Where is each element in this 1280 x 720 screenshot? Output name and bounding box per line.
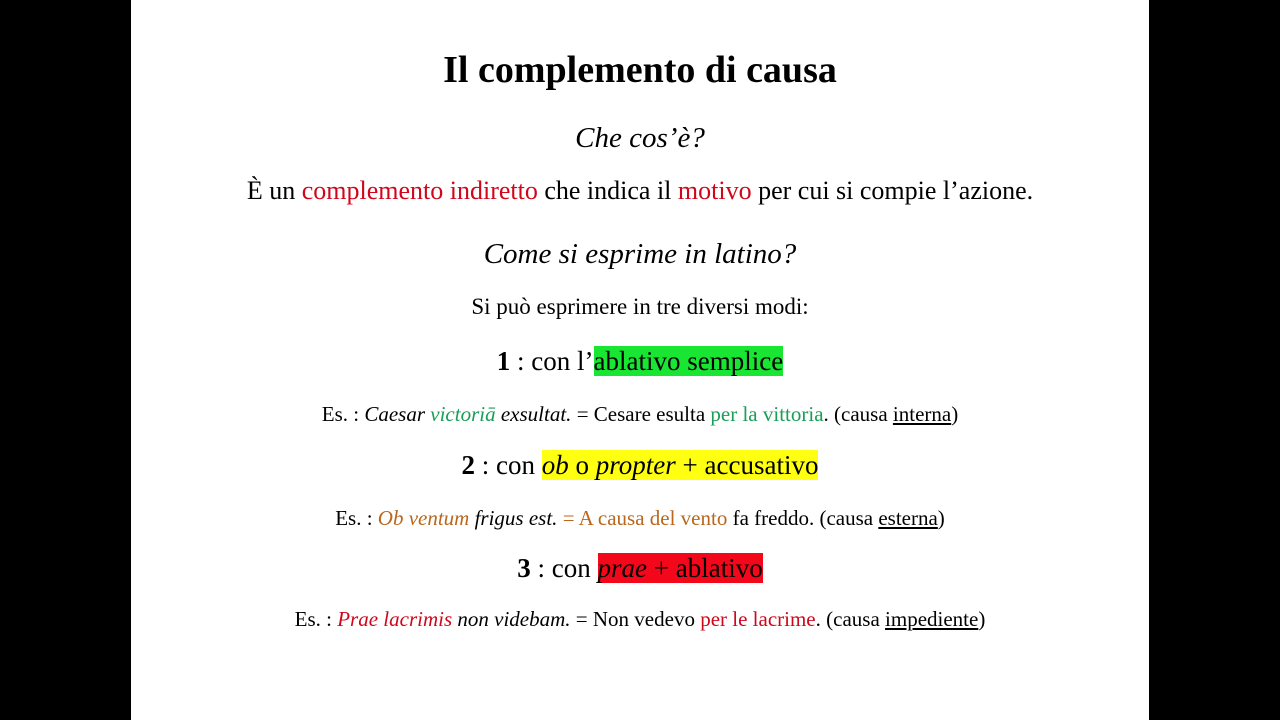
example-translation-highlight: per la vittoria — [710, 402, 824, 426]
example-latin-highlight: Ob ventum — [377, 506, 470, 530]
example-3 — [131, 607, 1149, 632]
example-latin: exsultat. — [495, 402, 572, 426]
method-2 — [131, 450, 1149, 481]
method-preposition: prae — [597, 553, 648, 583]
method-highlight: ablativo semplice — [593, 346, 784, 376]
question-what: Che cos’è? — [575, 122, 705, 154]
example-latin: Caesar — [364, 402, 431, 426]
method-preposition: ob — [541, 450, 569, 480]
example-text: . (causa — [823, 402, 893, 426]
example-translation: = Cesare esulta — [571, 402, 711, 426]
method-text: : con — [475, 450, 542, 480]
example-prefix: Es. : — [294, 607, 338, 631]
method-text: + ablativo — [647, 553, 763, 583]
definition-text: per cui si compie l’azione. — [751, 176, 1034, 205]
method-highlight — [598, 553, 763, 583]
method-number: 3 — [517, 553, 531, 583]
example-prefix: Es. : — [335, 506, 378, 530]
definition — [131, 176, 1149, 206]
example-translation: = — [557, 506, 579, 530]
definition-term: complemento indiretto — [301, 176, 538, 205]
example-translation-highlight: per le lacrime — [700, 607, 816, 631]
method-number: 2 — [461, 450, 476, 480]
slide-title: Il complemento di causa — [443, 49, 837, 91]
slide — [131, 0, 1149, 720]
method-number: 1 — [496, 346, 511, 376]
intro-text: Si può esprimere in tre diversi modi: — [471, 294, 809, 319]
definition-text: che indica il — [537, 176, 678, 205]
example-text: ) — [937, 506, 945, 530]
example-latin: frigus est. — [469, 506, 558, 530]
definition-keyword: motivo — [677, 176, 752, 205]
method-3 — [131, 553, 1149, 584]
example-text: ) — [978, 607, 986, 631]
example-cause-type: interna — [892, 402, 952, 426]
example-latin-highlight: victoriā — [430, 402, 496, 426]
question-how: Come si esprime in latino? — [483, 238, 797, 270]
example-text: fa freddo. (causa — [727, 506, 879, 530]
example-translation-highlight: A causa del vento — [578, 506, 728, 530]
method-highlight — [542, 450, 819, 480]
method-text: : con l’ — [510, 346, 594, 376]
example-cause-type: impediente — [885, 607, 979, 631]
example-1 — [131, 402, 1149, 427]
method-text: o — [568, 450, 596, 480]
example-text: . (causa — [815, 607, 886, 631]
method-preposition: propter — [595, 450, 676, 480]
example-text: ) — [951, 402, 959, 426]
example-latin-highlight: Prae lacrimis — [337, 607, 453, 631]
method-1 — [131, 346, 1149, 377]
example-cause-type: esterna — [878, 506, 938, 530]
definition-text: È un — [246, 176, 302, 205]
example-latin: non videbam. — [452, 607, 571, 631]
example-translation: = Non vedevo — [570, 607, 701, 631]
method-text: + accusativo — [675, 450, 819, 480]
example-prefix: Es. : — [321, 402, 365, 426]
example-2 — [131, 506, 1149, 531]
method-text: : con — [530, 553, 598, 583]
